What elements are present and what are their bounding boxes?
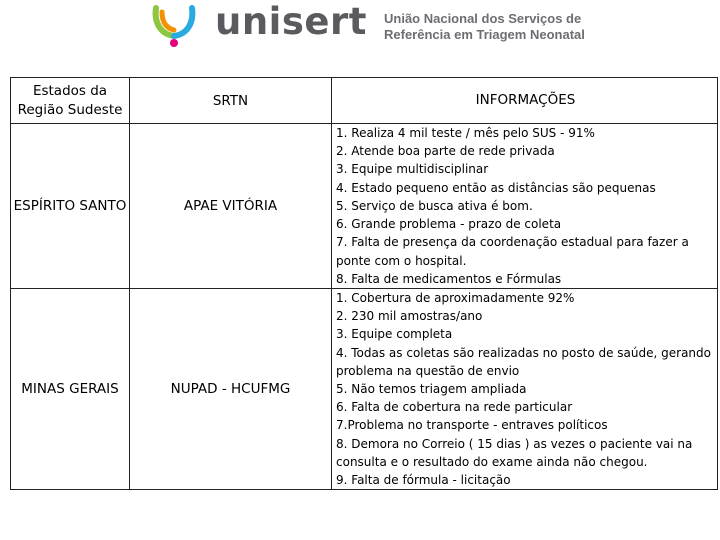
info-item: 6. Falta de cobertura na rede particular	[336, 400, 573, 415]
info-item: 3. Equipe completa	[336, 327, 453, 342]
logo-wordmark: unisert	[215, 0, 367, 43]
info-item: 8. Demora no Correio ( 15 dias ) as vezes o paciente vai na consulta e o resultado do exame ainda não chegou.	[336, 436, 693, 469]
info-list	[334, 289, 717, 489]
header-info: INFORMAÇÕES	[332, 78, 718, 124]
info-item: 4. Todas as coletas são realizadas no posto de saúde, gerando problema na questão de envio	[336, 345, 711, 378]
info-cell	[332, 124, 718, 289]
info-list	[334, 124, 717, 288]
info-item: 2. 230 mil amostras/ano	[336, 309, 483, 324]
state-cell: MINAS GERAIS	[11, 289, 130, 490]
header-srtn: SRTN	[130, 78, 332, 124]
info-item: 2. Atende boa parte de rede privada	[336, 144, 555, 159]
info-item: 8. Falta de medicamentos e Fórmulas	[336, 271, 562, 286]
organization-name-line2: Referência em Triagem Neonatal	[384, 27, 585, 42]
state-cell: ESPÍRITO SANTO	[11, 124, 130, 289]
srtn-cell: APAE VITÓRIA	[130, 124, 332, 289]
srtn-cell: NUPAD - HCUFMG	[130, 289, 332, 490]
info-item: 5. Não temos triagem ampliada	[336, 382, 527, 397]
info-item: 3. Equipe multidisciplinar	[336, 162, 489, 177]
sudeste-table	[10, 77, 718, 490]
brand-header	[150, 0, 600, 48]
table-row	[11, 289, 718, 490]
info-item: 5. Serviço de busca ativa é bom.	[336, 198, 533, 213]
organization-name-line1: União Nacional dos Serviços de	[384, 11, 582, 26]
header-states: Estados da Região Sudeste	[11, 78, 130, 124]
unisert-logo-icon	[150, 4, 202, 48]
info-item: 4. Estado pequeno então as distâncias são pequenas	[336, 180, 656, 195]
info-item: 9. Falta de fórmula - licitação	[336, 473, 511, 488]
table-header-row	[11, 78, 718, 124]
info-cell	[332, 289, 718, 490]
info-item: 1. Cobertura de aproximadamente 92%	[336, 291, 575, 305]
info-item: 1. Realiza 4 mil teste / mês pelo SUS - 91%	[336, 126, 595, 141]
table-row	[11, 124, 718, 289]
info-item: 7.Problema no transporte - entraves políticos	[336, 418, 608, 433]
organization-name	[384, 11, 585, 43]
info-item: 6. Grande problema - prazo de coleta	[336, 217, 562, 232]
info-item: 7. Falta de presença da coordenação estadual para fazer a ponte com o hospital.	[336, 235, 689, 268]
